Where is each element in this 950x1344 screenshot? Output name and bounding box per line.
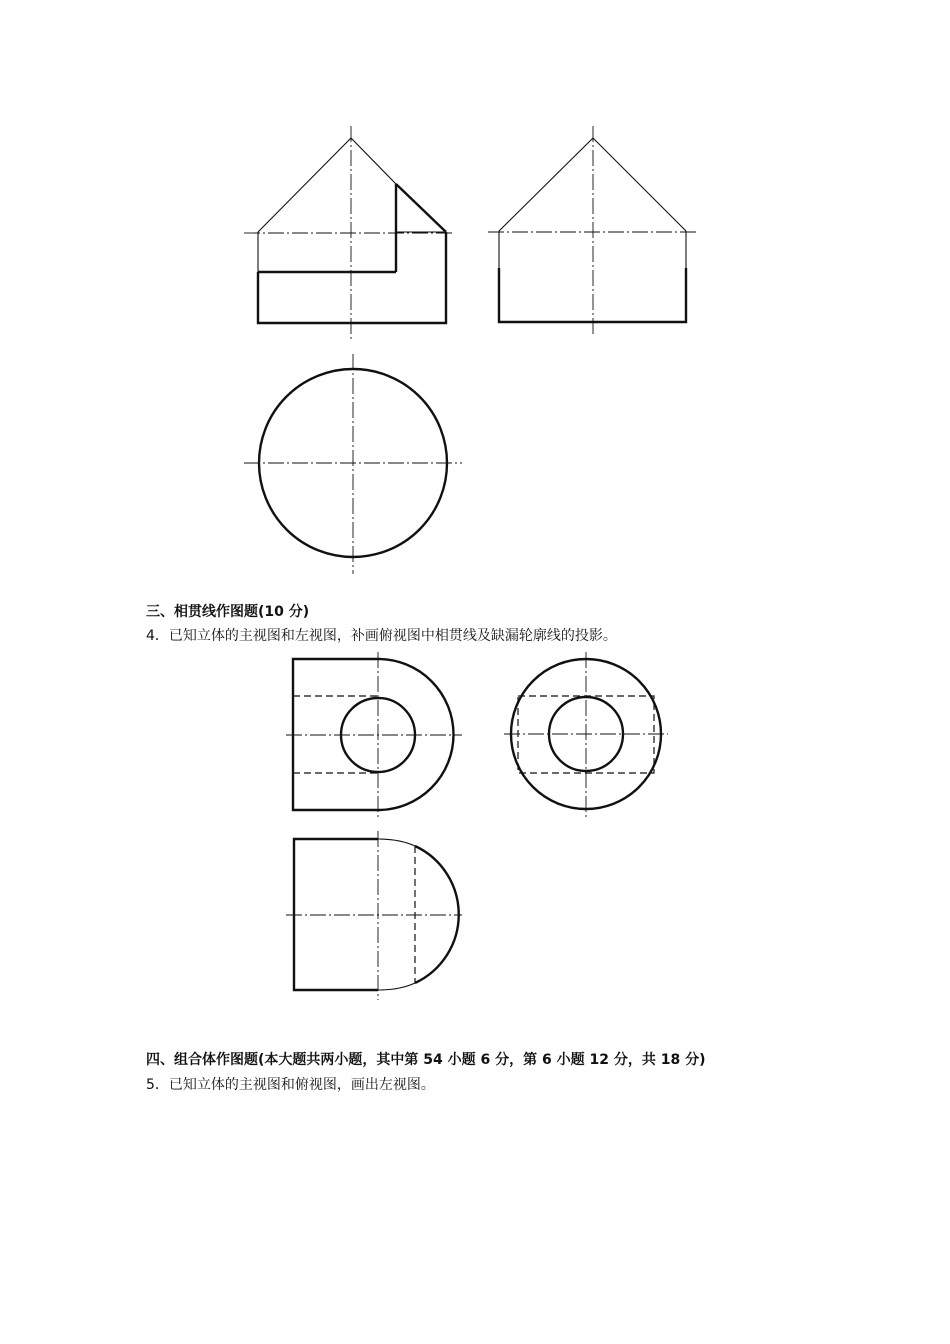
section4-heading: 四、组合体作图题(本大题共两小题，其中第 54 小题 6 分，第 6 小题 12 分，共 18 分) [146,1052,706,1068]
problem4-side-view [504,652,668,818]
cylinder-outline [258,232,446,323]
cone-right-edge [593,138,686,231]
question4-text: 4．已知立体的主视图和左视图，补画俯视图中相贯线及缺漏轮廓线的投影。 [146,628,617,644]
problem4-top-view [286,831,462,1000]
curve-top-thin [378,839,415,846]
problem3-side-view [488,126,697,337]
semicircle-arc [415,846,459,983]
cone-left-edge [258,138,351,232]
question5-text: 5．已知立体的主视图和俯视图，画出左视图。 [146,1077,435,1093]
rectangle-outline [294,839,378,990]
cylinder-outline [499,268,686,322]
section3-heading: 三、相贯线作图题(10 分) [146,604,310,620]
problem3-top-view [244,354,462,574]
problem3-front-view [244,126,455,340]
cone-left-edge [499,138,593,231]
problem4-front-view [286,652,462,818]
curve-bottom-thin [378,983,415,990]
cone-right-edge [351,138,396,184]
cut-slope-line [396,184,446,232]
d-shape-outline [293,659,454,810]
